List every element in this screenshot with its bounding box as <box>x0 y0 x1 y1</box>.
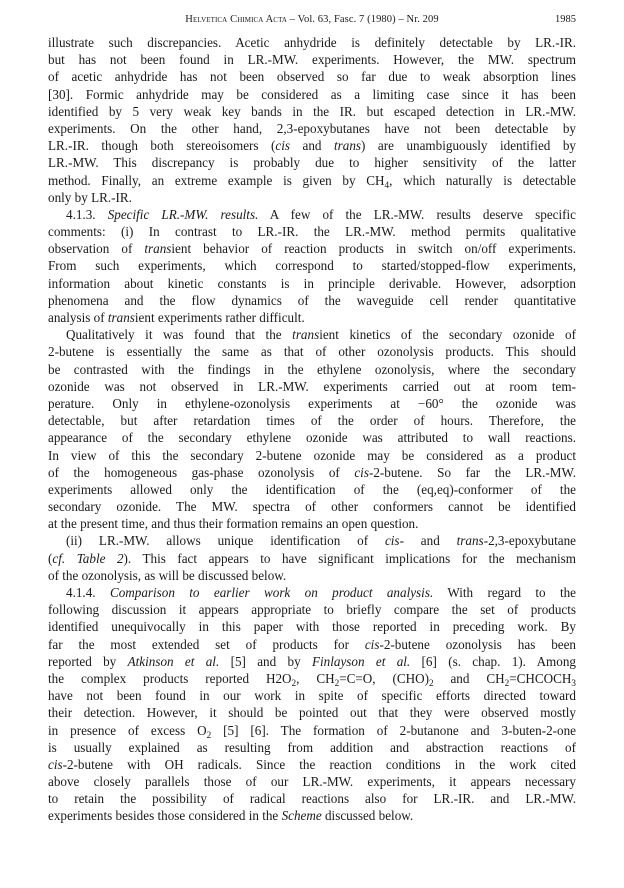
text-line: experiments besides those considered in the Scheme discussed below. <box>48 808 414 824</box>
text-line: of acetic anhydride has not been observed so far due to weak absorption lines <box>48 69 576 85</box>
text-line: the complex products reported $H2O_2$, $CH_2=C=O$, $(CHO)_2$ and $CH_2=CHCOCH_3$ <box>48 670 576 688</box>
body-text <box>48 34 576 825</box>
text-line: their detection. However, it should be pointed out that they were observed mostly <box>48 705 576 721</box>
text-line: information about kinetic constants is in principle derivable. However, adsorption <box>48 275 576 291</box>
text-line: have not been found in our work in spite of specific efforts directed toward <box>48 688 576 704</box>
text-line: method. Finally, an extreme example is given by $CH_4$, which naturally is detectable <box>48 172 576 189</box>
text-line: of the ozonolysis, as will be discussed below. <box>48 567 287 583</box>
text-line: [30]. Formic anhydride may be considered as a limiting case since it has been <box>48 86 576 102</box>
text-line: perature. Only in ethylene-ozonolysis experiments at −60° the ozonide was <box>48 395 576 411</box>
text-line: be contrasted with the findings in the ethylene ozonolysis, where the secondary <box>48 361 576 377</box>
text-line: in presence of excess $O_2$ [5] [6]. The formation of 2-butanone and 3-buten-2-one <box>48 722 576 739</box>
text-line: appearance of the secondary ethylene ozonide was attributed to wall reactions. <box>48 430 576 446</box>
text-line: illustrate such discrepancies. Acetic anhydride is definitely detectable by LR.-IR. <box>48 35 576 50</box>
text-line: experiments. On the other hand, 2,3-epoxybutanes have not been detectable by <box>48 120 576 136</box>
text-line: Qualitatively it was found that the transient kinetics of the secondary ozonide of <box>66 327 576 343</box>
text-line: observation of transient behavior of reaction products in switch on/off experiments. <box>48 241 576 257</box>
text-line: above closely parallels those of our LR.-MW. experiments, it appears necessary <box>48 774 576 790</box>
text-line: detectable, but after retardation times of the order of hours. Therefore, the <box>48 413 576 429</box>
text-line: LR.-MW. This discrepancy is probably due to higher sensitivity of the latter <box>48 155 576 171</box>
text-line: From such experiments, which correspond to started/stopped-flow experiments, <box>48 258 576 274</box>
text-line: comments: (i) In contrast to LR.-IR. the LR.-MW. method permits qualitative <box>48 224 576 240</box>
text-line: 4.1.3. Specific LR.-MW. results. A few of the LR.-MW. results deserve specific <box>66 206 576 222</box>
text-line: (ii) LR.-MW. allows unique identification of cis- and trans-2,3-epoxybutane <box>66 533 576 549</box>
text-line: at the present time, and thus their formation remains an open question. <box>48 516 419 532</box>
text-line: ozonide was not observed in LR.-MW. experiments carried out at room tem- <box>48 378 576 394</box>
text-line: secondary ozonide. The MW. spectra of other conformers cannot be identified <box>48 499 576 515</box>
text-line: far the most extended set of products for cis-2-butene ozonolysis has been <box>48 636 576 652</box>
text-line: of the homogeneous gas-phase ozonolysis of cis-2-butene. So far the LR.-MW. <box>48 464 576 480</box>
text-line: LR.-IR. though both stereoisomers (cis and trans) are unambiguously identified by <box>48 138 576 154</box>
text-line: reported by Atkinson et al. [5] and by Finlayson et al. [6] (s. chap. 1). Among <box>48 653 576 669</box>
text-line: In view of this the secondary 2-butene ozonide may be considered as a product <box>48 447 576 463</box>
text-line: is usually explained as resulting from addition and abstraction reactions of <box>48 739 576 755</box>
text-line: but has not been found in LR.-MW. experiments. However, the MW. spectrum <box>48 52 576 68</box>
text-line: identified unequivocally in this paper with those reported in preceding work. By <box>48 619 576 635</box>
text-line: analysis of transient experiments rather difficult. <box>48 310 305 325</box>
text-line: phenomena and the flow dynamics of the waveguide cell render quantitative <box>48 292 576 308</box>
text-line: to retain the possibility of radical reactions also for LR.-IR. and LR.-MW. <box>48 791 576 807</box>
text-line: (cf. Table 2). This fact appears to have significant implications for the mechanism <box>48 550 576 566</box>
text-line: following discussion it appears appropriate to briefly compare the set of products <box>48 602 576 618</box>
text-line: 2-butene is essentially the same as that of other ozonolysis products. This should <box>48 344 576 360</box>
running-head: Helvetica Chimica Acta – Vol. 63, Fasc. 7 (1980) – Nr. 209 <box>185 14 439 25</box>
page-header <box>48 12 576 28</box>
text-line: only by LR.-IR. <box>48 189 132 205</box>
text-line: experiments allowed only the identification of the (eq,eq)-conformer of the <box>48 481 576 497</box>
page-number: 1985 <box>555 14 576 25</box>
text-line: cis-2-butene with OH radicals. Since the reaction conditions in the work cited <box>48 756 576 772</box>
text-line: 4.1.4. Comparison to earlier work on product analysis. With regard to the <box>66 585 576 600</box>
text-line: identified by 5 very weak key bands in the IR. but escaped detection in LR.-MW. <box>48 103 576 119</box>
